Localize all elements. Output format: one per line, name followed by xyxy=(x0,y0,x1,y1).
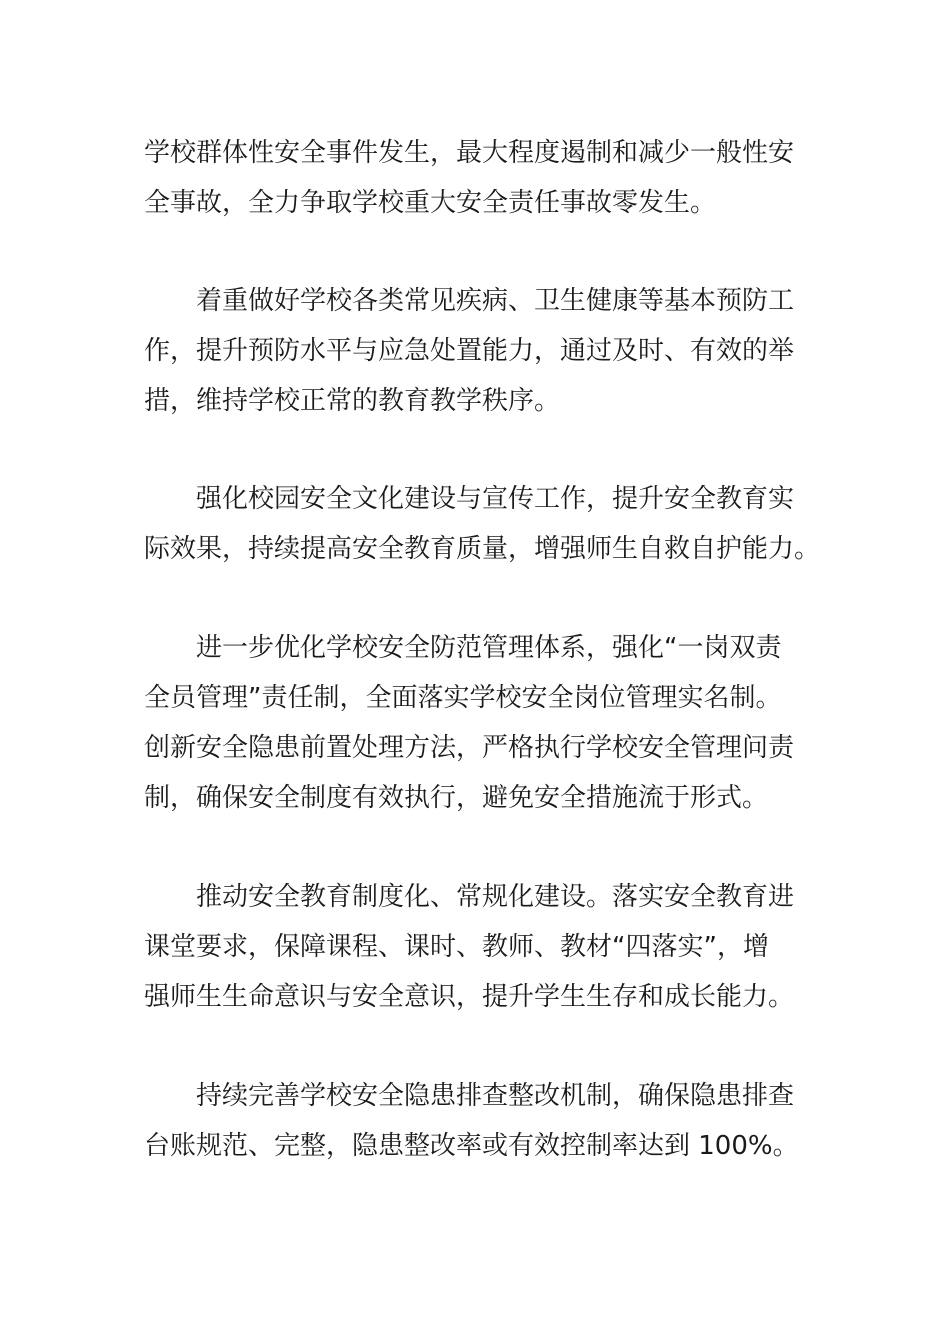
paragraph-line: 全员管理”责任制，全面落实学校安全岗位管理实名制。 xyxy=(144,683,782,713)
paragraph-line: 制，确保安全制度有效执行，避免安全措施流于形式。 xyxy=(144,783,769,813)
paragraph-line: 着重做好学校各类常见疾病、卫生健康等基本预防工 xyxy=(196,286,795,316)
paragraph-line: 创新安全隐患前置处理方法，严格执行学校安全管理问责 xyxy=(144,733,795,763)
paragraph-line: 进一步优化学校安全防范管理体系，强化“一岗双责 xyxy=(196,633,782,663)
paragraph-line: 持续完善学校安全隐患排查整改机制，确保隐患排查 xyxy=(196,1081,795,1111)
paragraph-line: 强化校园安全文化建设与宣传工作，提升安全教育实 xyxy=(196,484,795,514)
paragraph-line: 作，提升预防水平与应急处置能力，通过及时、有效的举 xyxy=(144,336,795,366)
paragraph-line: 际效果，持续提高安全教育质量，增强师生自救自护能力。 xyxy=(144,534,821,564)
paragraph-1 xyxy=(144,128,808,228)
paragraph-line: 全事故，全力争取学校重大安全责任事故零发生。 xyxy=(144,188,717,218)
paragraph-line: 台账规范、完整，隐患整改率或有效控制率达到 100%。 xyxy=(144,1131,799,1161)
paragraph-6 xyxy=(144,1071,808,1171)
paragraph-line: 课堂要求，保障课程、课时、教师、教材“四落实”，增 xyxy=(144,932,769,962)
paragraph-line: 推动安全教育制度化、常规化建设。落实安全教育进 xyxy=(196,882,795,912)
paragraph-2 xyxy=(144,276,808,426)
paragraph-3 xyxy=(144,474,821,574)
paragraph-4 xyxy=(144,623,808,823)
paragraph-line: 措，维持学校正常的教育教学秩序。 xyxy=(144,386,561,416)
paragraph-line: 学校群体性安全事件发生，最大程度遏制和减少一般性安 xyxy=(144,138,795,168)
paragraph-5 xyxy=(144,872,808,1022)
paragraph-line: 强师生生命意识与安全意识，提升学生生存和成长能力。 xyxy=(144,982,795,1012)
